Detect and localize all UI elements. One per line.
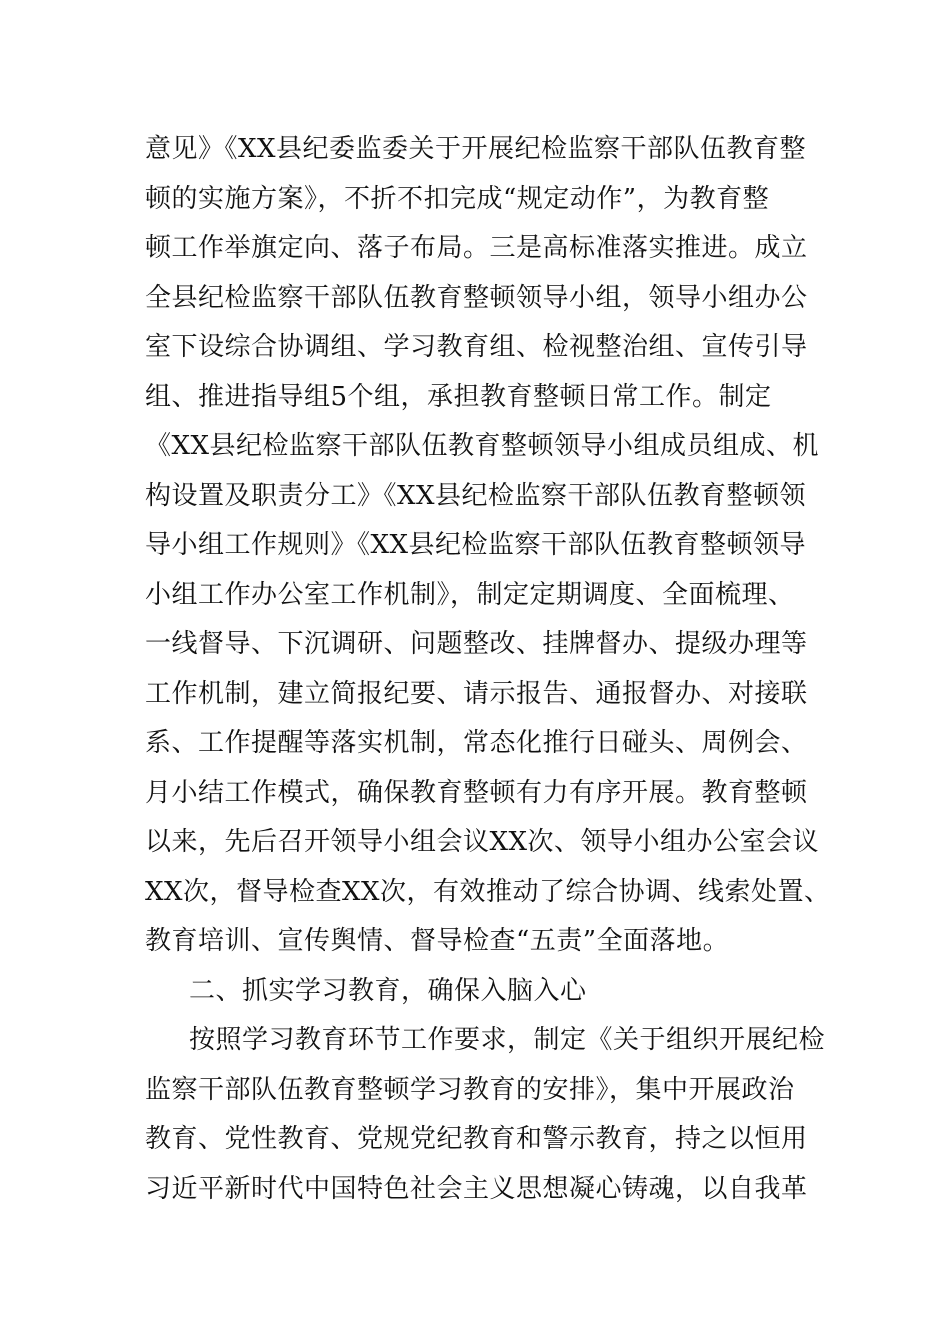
text-line: 教育培训、宣传舆情、督导检查“五责”全面落地。 (145, 926, 730, 956)
text-line: 工作机制，建立简报纪要、请示报告、通报督办、对接联 (145, 678, 808, 709)
text-line: 小组工作办公室工作机制》，制定定期调度、全面梳理、 (145, 579, 795, 610)
text-line: 导小组工作规则》《XX县纪检监察干部队伍教育整顿领导 (145, 530, 807, 560)
text-line: 《XX县纪检监察干部队伍教育整顿领导小组成员组成、机 (145, 431, 820, 461)
text-line: 教育、党性教育、党规党纪教育和警示教育，持之以恒用 (145, 1124, 808, 1154)
document-body (145, 125, 845, 1214)
text-line: 顿工作举旗定向、落子布局。三是高标准落实推进。成立 (145, 233, 808, 263)
text-line: 习近平新时代中国特色社会主义思想凝心铸魂，以自我革 (145, 1173, 808, 1204)
text-line: 意见》《XX县纪委监委关于开展纪检监察干部队伍教育整 (145, 134, 807, 164)
text-line: 月小结工作模式，确保教育整顿有力有序开展。教育整顿 (145, 777, 808, 808)
text-line: 组、推进指导组5个组，承担教育整顿日常工作。制定 (145, 381, 772, 412)
text-line: 构设置及职责分工》《XX县纪检监察干部队伍教育整顿领 (145, 480, 807, 511)
text-line: XX次，督导检查XX次，有效推动了综合协调、线索处置、 (145, 876, 831, 907)
text-line: 监察干部队伍教育整顿学习教育的安排》，集中开展政治 (145, 1074, 795, 1105)
text-line: 一线督导、下沉调研、问题整改、挂牌督办、提级办理等 (145, 629, 808, 659)
section-heading: 二、抓实学习教育，确保入脑入心 (189, 975, 587, 1006)
text-line: 顿的实施方案》，不折不扣完成“规定动作”，为教育整 (145, 183, 770, 214)
paragraph-first-line: 按照学习教育环节工作要求，制定《关于组织开展纪检 (189, 1025, 826, 1055)
text-line: 全县纪检监察干部队伍教育整顿领导小组，领导小组办公 (145, 282, 808, 313)
text-line: 室下设综合协调组、学习教育组、检视整治组、宣传引导 (145, 332, 808, 362)
text-line: 系、工作提醒等落实机制，常态化推行日碰头、周例会、 (145, 728, 808, 758)
text-line: 以来，先后召开领导小组会议XX次、领导小组办公室会议 (145, 827, 820, 857)
